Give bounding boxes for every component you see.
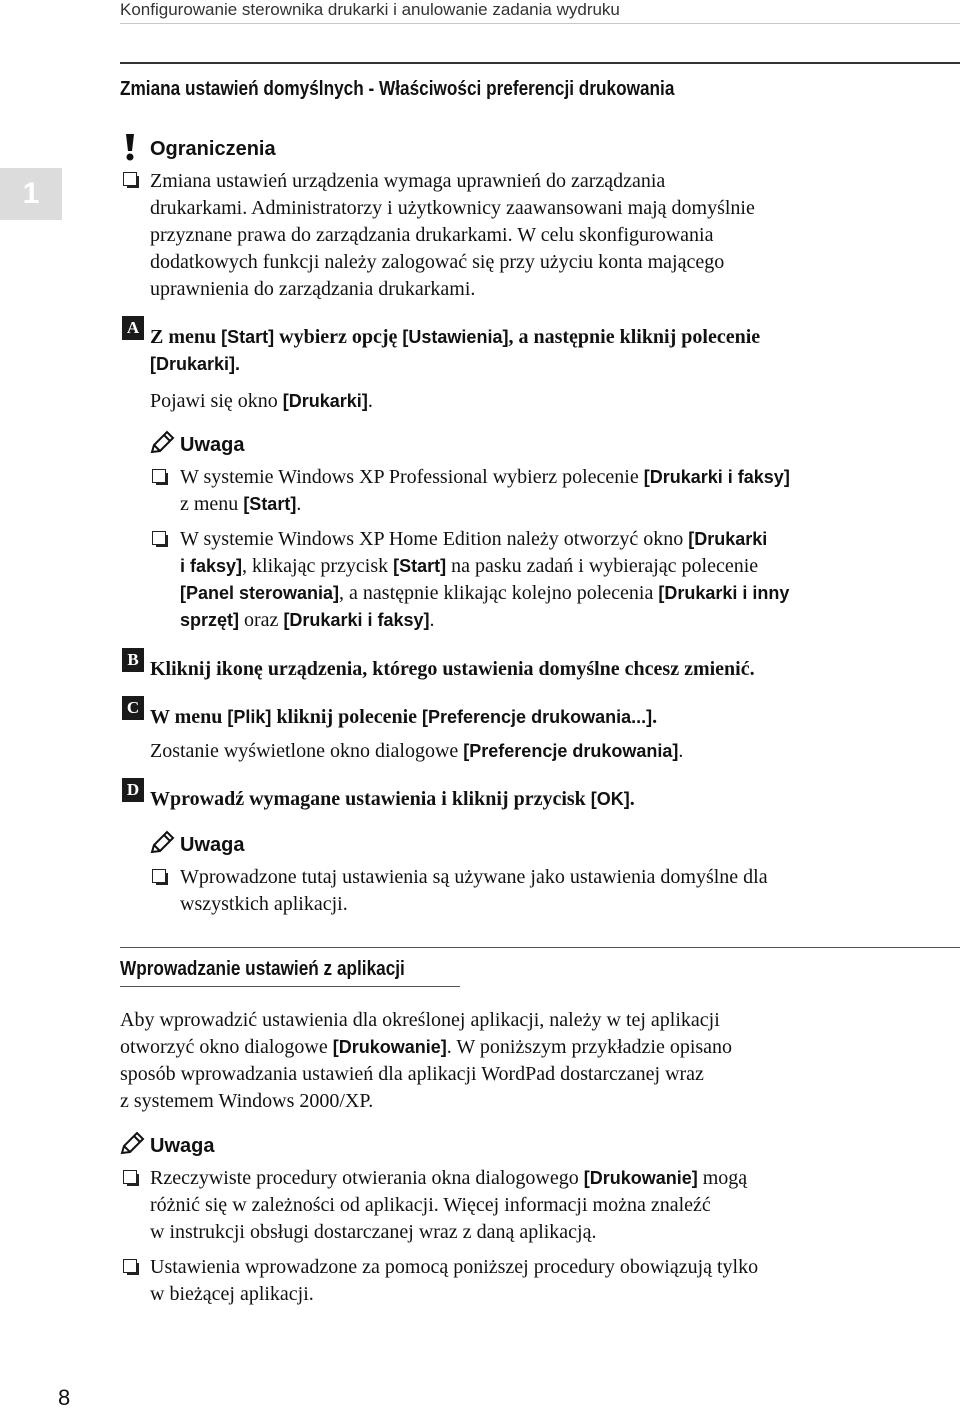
page-number: 8 (58, 1385, 71, 1410)
note-heading: Uwaga (150, 1135, 215, 1157)
section-title: Wprowadzanie ustawień z aplikacji (120, 958, 405, 980)
step-1-badge: A (122, 316, 144, 340)
step-4-text: Wprowadź wymagane ustawienia i kliknij przycisk [OK]. (150, 788, 635, 810)
section-rule (120, 947, 960, 948)
checkbox-bullet-icon (123, 1259, 137, 1273)
checkbox-bullet-icon (123, 1170, 137, 1184)
step-2-badge: B (122, 648, 144, 672)
pencil-icon (148, 430, 176, 461)
limitation-item: Zmiana ustawień urządzenia wymaga uprawnień do zarządzania drukarkami. Administratorzy i użytkownicy zaawansowani mają domyślnie przyznane prawa do zarządzania drukarkami. W celu skonfigurowania dodatkowych funkcji należy zalogować się przy użyciu konta mającego uprawnienia do zarządzania drukarkami. (150, 170, 755, 300)
step-1-text: Z menu [Start] wybierz opcję [Ustawienia], a następnie kliknij polecenie [Drukarki]. (150, 326, 761, 374)
note-item: Wprowadzone tutaj ustawienia są używane jako ustawienia domyślne dla wszystkich aplikacji. (180, 866, 768, 915)
step-1-result: Pojawi się okno [Drukarki]. (150, 390, 373, 412)
section-title-underline (120, 986, 460, 987)
note-item: Ustawienia wprowadzone za pomocą poniższej procedury obowiązują tylko w bieżącej aplikacji. (150, 1256, 759, 1305)
chapter-number: 1 (22, 177, 40, 210)
limitation-icon (120, 134, 140, 167)
pencil-icon (118, 1131, 146, 1162)
note-heading: Uwaga (180, 434, 245, 456)
note-item: W systemie Windows XP Home Edition należy otworzyć okno [Drukarki i faksy], klikając przycisk [Start] na pasku zadań i wybierając polecenie [Panel sterowania], a następnie klikając kolejno polecenia [Drukarki i inny sprzęt] oraz [Drukarki i faksy]. (180, 528, 790, 631)
limitations-heading: Ograniczenia (150, 138, 276, 160)
checkbox-bullet-icon (152, 869, 166, 883)
checkbox-bullet-icon (123, 172, 137, 186)
pencil-icon (148, 830, 176, 861)
checkbox-bullet-icon (152, 469, 166, 483)
header-rule (120, 23, 960, 24)
note-item: W systemie Windows XP Professional wybierz polecenie [Drukarki i faksy] z menu [Start]. (180, 466, 790, 515)
step-3-badge: C (122, 696, 144, 720)
intro-paragraph: Aby wprowadzić ustawienia dla określonej aplikacji, należy w tej aplikacji otworzyć okno dialogowe [Drukowanie]. W poniższym przykładzie opisano sposób wprowadzania ustawień dla aplikacji WordPad dostarczanej wraz z systemem Windows 2000/XP. (120, 1009, 733, 1112)
note-item: Rzeczywiste procedury otwierania okna dialogowego [Drukowanie] mogą różnić się w zależności od aplikacji. Więcej informacji można znaleźć w instrukcji obsługi dostarczanej wraz z daną aplikacją. (150, 1167, 748, 1243)
section-title: Zmiana ustawień domyślnych - Właściwości preferencji drukowania (120, 78, 675, 100)
step-2-text: Kliknij ikonę urządzenia, którego ustawienia domyślne chcesz zmienić. (150, 658, 755, 680)
step-4-badge: D (122, 778, 144, 802)
running-header: Konfigurowanie sterownika drukarki i anulowanie zadania wydruku (120, 0, 620, 19)
step-3-result: Zostanie wyświetlone okno dialogowe [Preferencje drukowania]. (150, 740, 684, 762)
note-heading: Uwaga (180, 834, 245, 856)
section-rule (120, 62, 960, 64)
step-3-text: W menu [Plik] kliknij polecenie [Preferencje drukowania...]. (150, 706, 658, 728)
checkbox-bullet-icon (152, 531, 166, 545)
